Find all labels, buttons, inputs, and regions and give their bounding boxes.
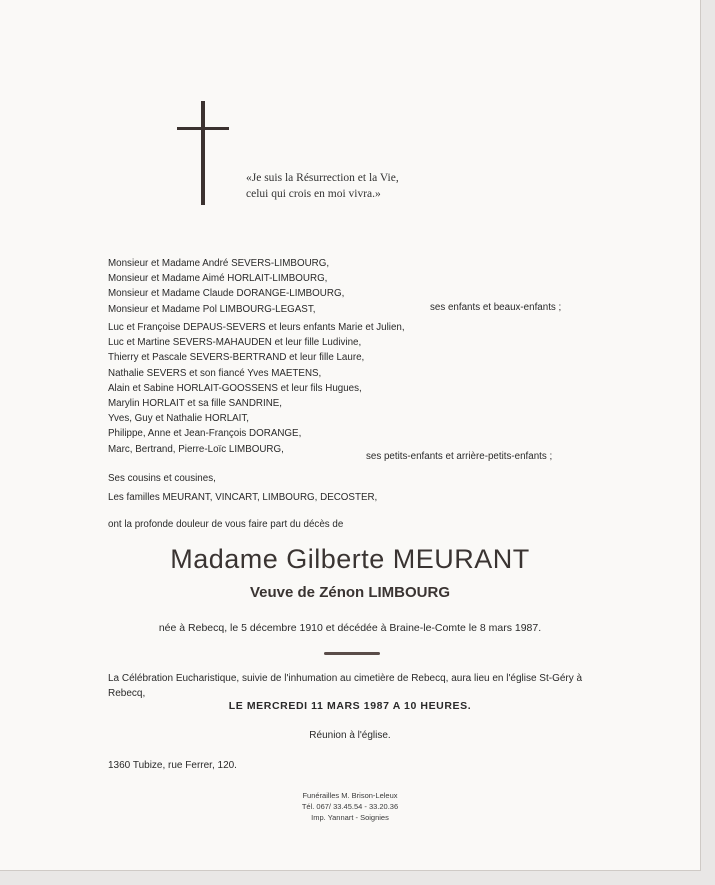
list-item: Luc et Françoise DEPAUS-SEVERS et leurs enfants Marie et Julien, — [108, 322, 405, 333]
quote-line-1: «Je suis la Résurrection et la Vie, — [246, 172, 399, 184]
address: 1360 Tubize, rue Ferrer, 120. — [108, 760, 237, 771]
announcement-line: ont la profonde douleur de vous faire part du décès de — [108, 519, 344, 530]
list-item: Marylin HORLAIT et sa fille SANDRINE, — [108, 398, 283, 410]
celebration-text: La Célébration Eucharistique, suivie de l'inhumation au cimetière de Rebecq, aura lieu en l'église St-Géry à Rebecq, — [108, 673, 583, 699]
list-item: Nathalie SEVERS et son fiancé Yves MAETENS, — [108, 367, 322, 379]
quote-line-2: celui qui crois en moi vivra.» — [246, 188, 381, 200]
widow-of: Veuve de Zénon LIMBOURG — [249, 584, 451, 601]
cross-icon — [201, 101, 205, 205]
grandchildren-list — [108, 320, 405, 457]
reunion-text: Réunion à l'église. — [309, 730, 391, 741]
list-item: Monsieur et Madame Claude DORANGE-LIMBOURG, — [108, 288, 345, 300]
list-item: Thierry et Pascale SEVERS-BERTRAND et leur fille Laure, — [108, 352, 365, 364]
children-label: ses enfants et beaux-enfants ; — [430, 302, 562, 313]
birth-death-dates: née à Rebecq, le 5 décembre 1910 et décédée à Braine-le-Comte le 8 mars 1987. — [158, 622, 542, 634]
bible-quote — [246, 170, 399, 202]
footer-line: Funérailles M. Brison-Leleux — [302, 791, 398, 800]
ceremony-date: LE MERCREDI 11 MARS 1987 A 10 HEURES. — [228, 700, 472, 712]
grandchildren-label: ses petits-enfants et arrière-petits-enfants ; — [366, 451, 553, 462]
list-item: Alain et Sabine HORLAIT-GOOSSENS et leur fils Hugues, — [108, 382, 362, 394]
children-list — [108, 256, 344, 317]
list-item: Monsieur et Madame André SEVERS-LIMBOURG, — [108, 258, 330, 269]
list-item: Marc, Bertrand, Pierre-Loïc LIMBOURG, — [108, 443, 284, 455]
footer-line: Tél. 067/ 33.45.54 - 33.20.36 — [301, 802, 399, 811]
list-item: Monsieur et Madame Pol LIMBOURG-LEGAST, — [108, 303, 316, 315]
divider-ornament — [324, 652, 380, 655]
list-item: Luc et Martine SEVERS-MAHAUDEN et leur fille Ludivine, — [108, 337, 362, 349]
list-item: Monsieur et Madame Aimé HORLAIT-LIMBOURG, — [108, 273, 328, 285]
cousins-line: Ses cousins et cousines, — [108, 473, 216, 484]
families-line: Les familles MEURANT, VINCART, LIMBOURG, DECOSTER, — [108, 492, 378, 503]
list-item: Yves, Guy et Nathalie HORLAIT, — [108, 413, 250, 425]
footer — [0, 790, 700, 823]
footer-line: Imp. Yannart - Soignies — [311, 813, 389, 822]
cross-icon-bar — [177, 127, 229, 130]
list-item: Philippe, Anne et Jean-François DORANGE, — [108, 428, 302, 440]
deceased-name: Madame Gilberte MEURANT — [170, 544, 530, 574]
